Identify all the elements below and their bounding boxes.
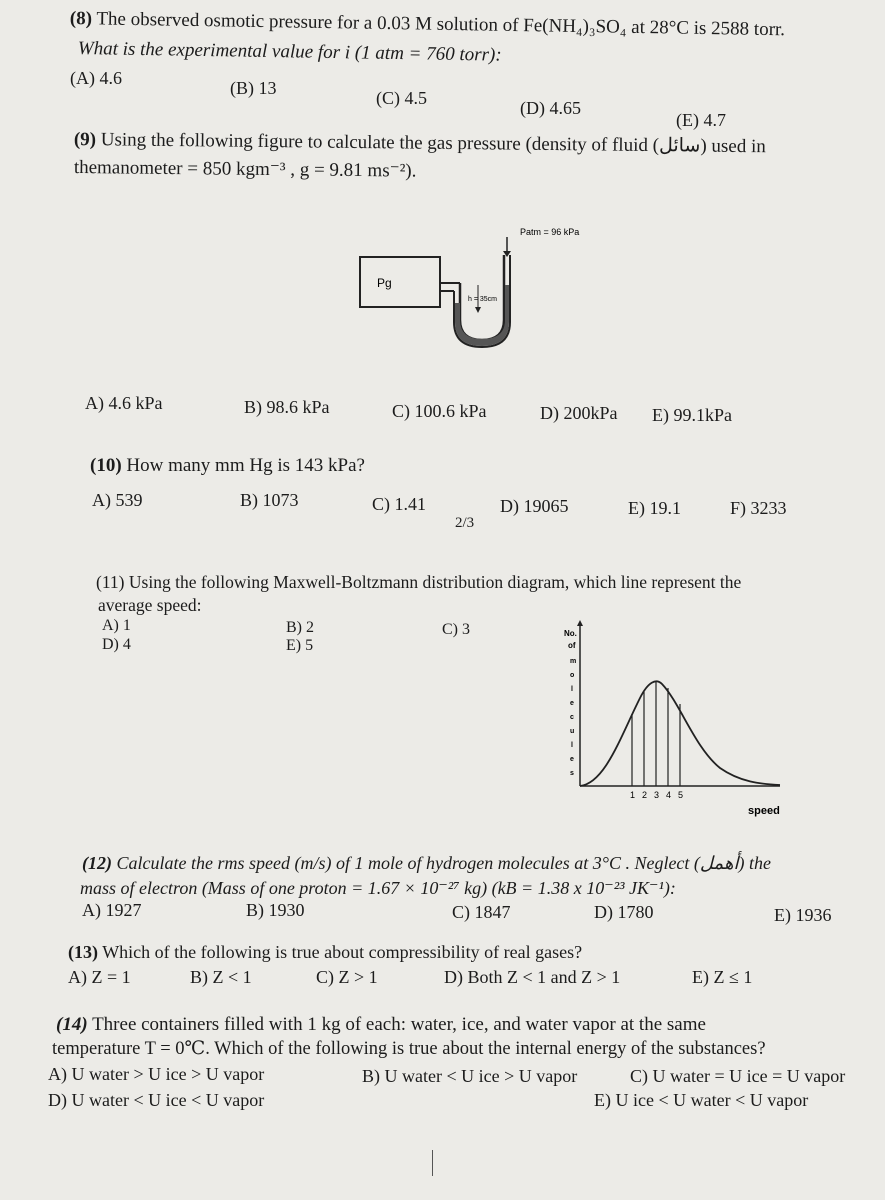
question-text: mass of electron (Mass of one proton = 1.67 × 10⁻²⁷ kg) (kB = 1.38 x 10⁻²³ JK⁻¹): <box>80 878 676 898</box>
question-11 <box>96 572 741 593</box>
q12-option-a[interactable]: A) 1927 <box>82 900 142 920</box>
q11-option-a[interactable]: A) 1 <box>102 617 131 634</box>
line-label-2: 2 <box>642 790 648 800</box>
q10-option-f[interactable]: F) 3233 <box>730 498 787 518</box>
question-number: (12) <box>82 853 112 873</box>
q11-option-e[interactable]: E) 5 <box>286 637 314 654</box>
question-text: What is the experimental value for i (1 atm = 760 torr): <box>77 38 502 66</box>
q14-option-b[interactable]: B) U water < U ice > U vapor <box>362 1066 578 1086</box>
y-label-letter: e <box>570 756 574 763</box>
y-label-letter: u <box>570 728 575 735</box>
pg-label: Pg <box>377 276 392 290</box>
manometer-figure <box>350 215 620 355</box>
q8-option-b[interactable]: (B) 13 <box>230 78 277 98</box>
question-9-line2 <box>74 156 417 183</box>
q13-option-a[interactable]: A) Z = 1 <box>68 967 131 987</box>
q10-option-e[interactable]: E) 19.1 <box>628 498 681 518</box>
q13-option-b[interactable]: B) Z < 1 <box>190 967 252 987</box>
question-number: (8) <box>69 8 93 30</box>
q14-option-c[interactable]: C) U water = U ice = U vapor <box>630 1066 846 1086</box>
q14-option-a[interactable]: A) U water > U ice > U vapor <box>48 1064 265 1084</box>
question-text: Using the following Maxwell-Boltzmann distribution diagram, which line represent the <box>128 572 742 592</box>
question-14 <box>56 1014 706 1036</box>
q13-option-e[interactable]: E) Z ≤ 1 <box>692 967 753 987</box>
q9-option-b[interactable]: B) 98.6 kPa <box>244 397 330 417</box>
q12-option-e[interactable]: E) 1936 <box>774 905 832 925</box>
question-text: Calculate the rms speed (m/s) of 1 mole of hydrogen molecules at 3°C . Neglect (أهمل) the <box>116 853 771 873</box>
q9-option-e[interactable]: E) 99.1kPa <box>652 405 732 425</box>
question-number: (10) <box>90 455 122 476</box>
q9-option-c[interactable]: C) 100.6 kPa <box>392 401 487 421</box>
question-13 <box>68 942 582 963</box>
q11-option-d[interactable]: D) 4 <box>102 636 131 653</box>
q9-option-d[interactable]: D) 200kPa <box>540 403 618 423</box>
q8-option-a[interactable]: (A) 4.6 <box>70 68 122 88</box>
question-12-line2 <box>80 878 676 899</box>
q11-option-b[interactable]: B) 2 <box>286 619 314 636</box>
y-label-letter: s <box>570 770 574 777</box>
height-arrow-head <box>475 307 481 313</box>
question-number: (11) <box>96 572 125 592</box>
patm-label: Patm = 96 kPa <box>520 227 580 237</box>
q12-option-b[interactable]: B) 1930 <box>246 900 305 920</box>
question-9 <box>74 128 766 158</box>
q13-option-c[interactable]: C) Z > 1 <box>316 967 378 987</box>
q12-option-c[interactable]: C) 1847 <box>452 902 511 922</box>
q14-option-e[interactable]: E) U ice < U water < U vapor <box>594 1090 809 1110</box>
question-text: The observed osmotic pressure for a 0.03 M solution of Fe(NH₄)₃SO₄ at 28°C is 2588 torr. <box>96 8 786 41</box>
question-8-line2 <box>78 38 502 67</box>
y-label-top: No. <box>564 629 577 638</box>
x-label: speed <box>748 805 780 817</box>
q10-option-b[interactable]: B) 1073 <box>240 490 299 510</box>
q8-option-e[interactable]: (E) 4.7 <box>676 110 726 130</box>
question-text: How many mm Hg is 143 kPa? <box>126 455 365 476</box>
line-label-5: 5 <box>678 790 684 800</box>
question-text: Using the following figure to calculate the gas pressure (density of fluid (سائل) used in <box>100 129 766 158</box>
y-axis-arrow <box>577 620 583 626</box>
q12-option-d[interactable]: D) 1780 <box>594 902 654 922</box>
q11-option-c[interactable]: C) 3 <box>442 621 470 638</box>
question-number: (9) <box>73 128 97 151</box>
y-label-letter: l <box>571 686 573 693</box>
question-number: (13) <box>68 942 98 962</box>
y-label-letter: o <box>570 672 575 679</box>
question-14-line2: temperature T = 0℃. Which of the following is true about the internal energy of the substances? <box>52 1039 766 1059</box>
q10-option-d[interactable]: D) 19065 <box>500 496 569 516</box>
q10-option-c[interactable]: C) 1.41 <box>372 494 426 514</box>
question-12 <box>82 853 771 874</box>
q14-option-d[interactable]: D) U water < U ice < U vapor <box>48 1090 265 1110</box>
gas-container <box>360 257 440 307</box>
q9-option-a[interactable]: A) 4.6 kPa <box>85 393 163 413</box>
q8-option-c[interactable]: (C) 4.5 <box>376 88 427 108</box>
page-number: 2/3 <box>455 515 475 531</box>
question-number: (14) <box>56 1014 88 1035</box>
q13-option-d[interactable]: D) Both Z < 1 and Z > 1 <box>444 967 621 987</box>
y-label-letter: m <box>570 658 577 665</box>
line-label-1: 1 <box>630 790 636 800</box>
q10-option-a[interactable]: A) 539 <box>92 490 143 510</box>
pen-mark <box>432 1150 433 1176</box>
question-text: Which of the following is true about compressibility of real gases? <box>102 942 583 962</box>
question-text: Three containers filled with 1 kg of each: water, ice, and water vapor at the same <box>92 1014 706 1035</box>
question-8 <box>70 8 786 41</box>
manometer-fluid <box>455 285 509 346</box>
height-label: h = 35cm <box>468 296 497 303</box>
y-label-letter: c <box>570 714 574 721</box>
y-label-letter: l <box>571 742 573 749</box>
q8-option-d[interactable]: (D) 4.65 <box>520 98 581 118</box>
y-label-of: of <box>568 641 576 650</box>
question-10 <box>90 455 365 477</box>
maxwell-boltzmann-figure <box>560 618 790 823</box>
line-label-4: 4 <box>666 790 672 800</box>
question-11-line2: average speed: <box>98 595 202 615</box>
question-text: themanometer = 850 kgm⁻³ , g = 9.81 ms⁻²). <box>73 156 417 182</box>
line-label-3: 3 <box>654 790 660 800</box>
y-label-letter: e <box>570 700 574 707</box>
